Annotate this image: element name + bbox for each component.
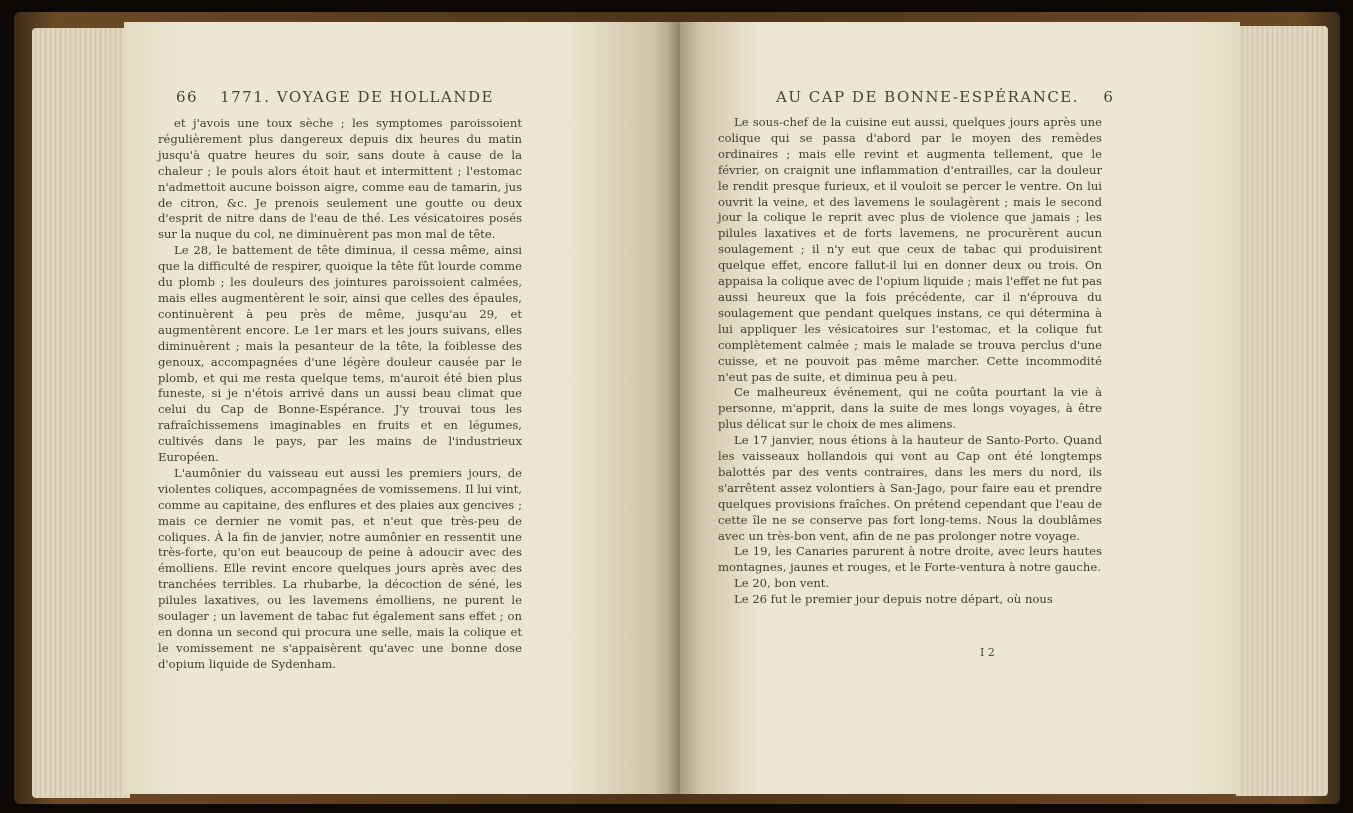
left-paragraph: L'aumônier du vaisseau eut aussi les premiers jours, de violentes coliques, accompagnées de vomissemens. Il lui vint, comme au capitaine, des enflures et des plaies aux gencives ; mais ce dernier ne vomit pas, et n'eut que très-peu de coliques. À la fin de janvier, notre aumônier en ressentit une très-forte, qu'on eut beaucoup de peine à adoucir avec des émolliens. Elle revint encore quelques jours après avec des tranchées terribles. La rhubarbe, la décoction de séné, les pilules laxatives, ou les lavemens émolliens, ne purent le soulager ; un lavement de tabac fut également sans effet ; on en donna un second qui procura une selle, mais la colique et le vomissement ne s'appaisèrent qu'avec une bonne dose d'opium liquide de Sydenham.	[158, 465, 522, 671]
page-edges-right	[1236, 26, 1328, 796]
signature-mark: I 2	[980, 646, 995, 659]
right-paragraph: Le 17 janvier, nous étions à la hauteur de Santo-Porto. Quand les vaisseaux hollandois qui vont au Cap ont été longtemps balottés par des vents contraires, dans les mers du nord, ils s'arrêtent assez volontiers à San-Jago, pour faire eau et prendre quelques provisions fraîches. On prétend cependant que l'eau de cette île ne se conserve pas fort long-tems. Nous la doublâmes avec un très-bon vent, afin de ne pas prolonger notre voyage.	[718, 433, 1102, 543]
left-page	[124, 22, 676, 794]
right-page	[680, 22, 1240, 794]
right-page-body	[718, 115, 1102, 608]
right-paragraph: Le 26 fut le premier jour depuis notre départ, où nous	[734, 592, 1053, 607]
right-paragraph: Le 19, les Canaries parurent à notre droite, avec leurs hautes montagnes, jaunes et rouges, et le Forte-ventura à notre gauche.	[718, 544, 1102, 575]
left-page-number: 66	[176, 88, 199, 106]
right-page-header	[776, 88, 1176, 110]
left-paragraph: et j'avois une toux sèche ; les symptomes paroissoient régulièrement plus dangereux depuis dix heures du matin jusqu'à quatre heures du soir, sans doute à cause de la chaleur ; le pouls alors étoit haut et intermittent ; l'estomac n'admettoit aucune boisson aigre, comme eau de tamarin, jus de citron, &c. Je prenois seulement une goutte ou deux d'esprit de nitre dans de l'eau de thé. Les vésicatoires posés sur la nuque du col, ne diminuèrent pas mon mal de tête.	[158, 116, 522, 242]
right-paragraph: Le sous-chef de la cuisine eut aussi, quelques jours après une colique qui se passa d'abord par le moyen des remèdes ordinaires ; mais elle revint et augmenta tellement, que le février, on craignit une inflammation d'entrailles, car la douleur le rendit presque furieux, et il vouloit se percer le ventre. On lui ouvrit la veine, et des lavemens le soulagèrent ; mais le second jour la colique le reprit avec plus de violence que jamais ; les pilules laxatives et de forts lavemens, ne procurèrent aucun soulagement ; il n'y eut que ceux de tabac qui produisirent quelque effet, encore fallut-il lui en donner deux ou trois. On appaisa la colique avec de l'opium liquide ; mais l'effet ne fut pas aussi heureux que la fois précédente, car il n'éprouva du soulagement que pendant quelques instans, ce qui détermina à lui appliquer les vésicatoires sur l'estomac, et la colique fut complètement calmée ; mais le malade se trouva perclus d'une cuisse, et ne pouvoit pas même marcher. Cette incommodité n'eut pas de suite, et diminua peu à peu.	[718, 115, 1102, 384]
page-edges-left	[32, 28, 130, 798]
left-paragraph: Le 28, le battement de tête diminua, il cessa même, ainsi que la difficulté de respirer, quoique la tête fût lourde comme du plomb ; les douleurs des jointures paroissoient calmées, mais elles augmentèrent le soir, ainsi que celles des épaules, continuèrent à peu près de même, jusqu'au 29, et augmentèrent encore. Le 1er mars et les jours suivans, elles diminuèrent ; mais la pesanteur de la tête, la foiblesse des genoux, accompagnées d'une légère douleur causée par le plomb, et qui me resta quelque tems, m'auroit été bien plus funeste, si je n'étois arrivé dans un aussi beau climat que celui du Cap de Bonne-Espérance. J'y trouvai tous les rafraîchissemens imaginables en fruits et en légumes, cultivés dans le pays, par les mains de l'industrieux Européen.	[158, 243, 522, 465]
left-page-header	[176, 88, 566, 110]
left-running-title: 1771. VOYAGE DE HOLLANDE	[220, 88, 494, 106]
right-paragraph: Ce malheureux événement, qui ne coûta pourtant la vie à personne, m'apprit, dans la suite de mes longs voyages, à être plus délicat sur le choix de mes alimens.	[718, 385, 1102, 432]
left-page-body	[158, 116, 522, 673]
right-page-number: 6	[1103, 88, 1115, 106]
right-running-title: AU CAP DE BONNE-ESPÉRANCE.	[776, 88, 1080, 106]
right-paragraph: Le 20, bon vent.	[734, 576, 830, 591]
